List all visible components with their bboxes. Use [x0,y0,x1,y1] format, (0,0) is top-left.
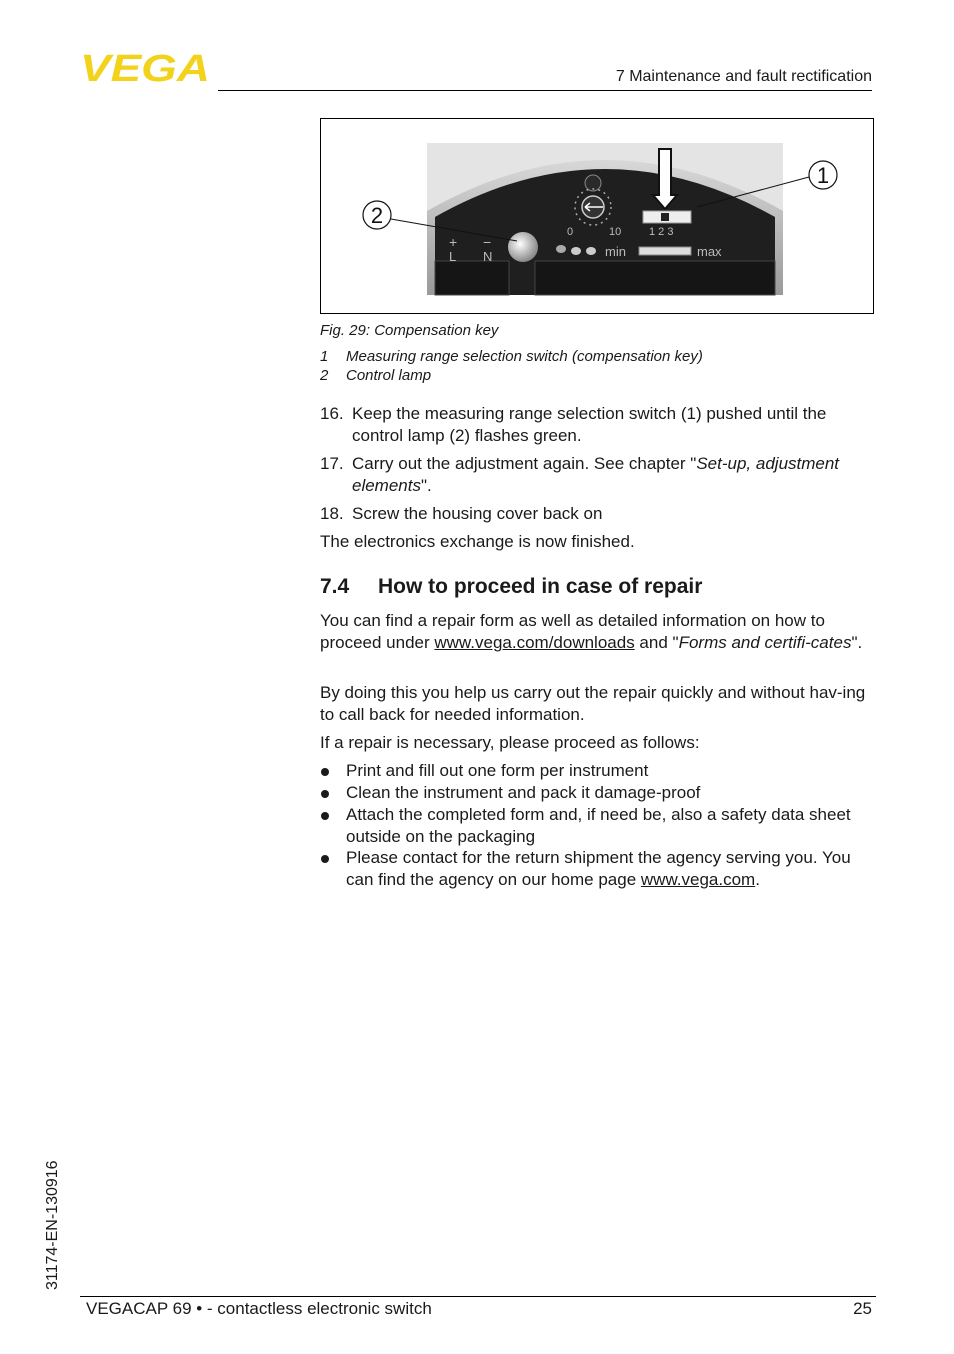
section-title: How to proceed in case of repair [378,575,703,598]
legend-text: Control lamp [346,367,432,384]
step-text: Carry out the adjustment again. See chapter "Set-up, adjustment elements". [352,454,840,495]
step-number: 18. [320,504,344,523]
legend-number: 2 [320,367,329,384]
dial-max-label: 10 [609,226,622,238]
indicator-dot [586,247,596,255]
switch-positions-label: 1 2 3 [649,226,674,238]
list-item: Print and fill out one form per instrument [320,760,876,782]
chapter-title: 7 Maintenance and fault rectification [615,68,872,85]
section-number: 7.4 [320,575,350,598]
figure-compensation-key [320,118,874,314]
range-switch-slider [661,213,669,221]
logo-text: VEGA [80,50,210,84]
repair-paragraph: By doing this you help us carry out the repair quickly and without hav-ing to call back for needed information. [320,683,866,724]
vega-home-link[interactable]: www.vega.com [640,870,756,889]
repair-paragraph: If a repair is necessary, please proceed as follows: [320,733,700,752]
legend-item [320,348,703,365]
min-label: min [605,244,626,259]
list-item: Attach the completed form and, if need be, also a safety data sheet outside on the packaging [320,804,876,848]
step-item [320,453,876,497]
bullet-icon [321,790,329,798]
document-id: 31174-EN-130916 [44,1160,61,1290]
dial-min-label: 0 [567,226,574,238]
figure-caption: Fig. 29: Compensation key [320,322,499,339]
legend-text: Measuring range selection switch (compensation key) [346,348,703,365]
step-item [320,403,876,447]
header-rule [218,90,872,91]
label-n: N [483,249,493,264]
section-heading [320,575,702,599]
terminal-panel-left [435,261,509,295]
legend-item [320,367,431,384]
downloads-link[interactable]: www.vega.com/downloads [434,633,635,652]
label-l: L [449,249,457,264]
label-minus: − [483,234,492,250]
device-illustration [321,119,873,313]
control-lamp [508,232,538,262]
repair-paragraph: You can find a repair form as well as detailed information on how to proceed under www.vega.com/downloads and "Forms and certifi-cates". [320,611,863,652]
terminal-panel-right [535,261,775,295]
callout-1-number: 1 [816,163,830,188]
step-text: Screw the housing cover back on [352,504,603,523]
bullet-icon [321,855,329,863]
footer-rule [80,1296,876,1297]
label-plus: + [449,234,458,250]
finished-text: The electronics exchange is now finished. [320,532,635,551]
step-number: 16. [320,404,344,423]
page-number: 25 [853,1299,872,1318]
step-item [320,503,876,525]
step-number: 17. [320,454,344,473]
callout-2-number: 2 [370,203,384,228]
sensitivity-slider [639,247,691,255]
list-item: Please contact for the return shipment the agency serving you. You can find the agency on our home page www.vega.com. [320,847,876,891]
bullet-icon [321,768,329,776]
chapter-reference: Set-up, adjustment elements [352,454,840,495]
indicator-dot [556,245,566,253]
step-text: Keep the measuring range selection switch (1) pushed until the control lamp (2) flashes green. [352,404,827,445]
bullet-icon [321,812,329,820]
footer-product: VEGACAP 69 • - contactless electronic switch [86,1299,432,1318]
vega-logo [80,50,212,84]
legend-number: 1 [320,348,329,365]
list-item: Clean the instrument and pack it damage-proof [320,782,876,804]
indicator-dot [571,247,581,255]
max-label: max [697,244,722,259]
